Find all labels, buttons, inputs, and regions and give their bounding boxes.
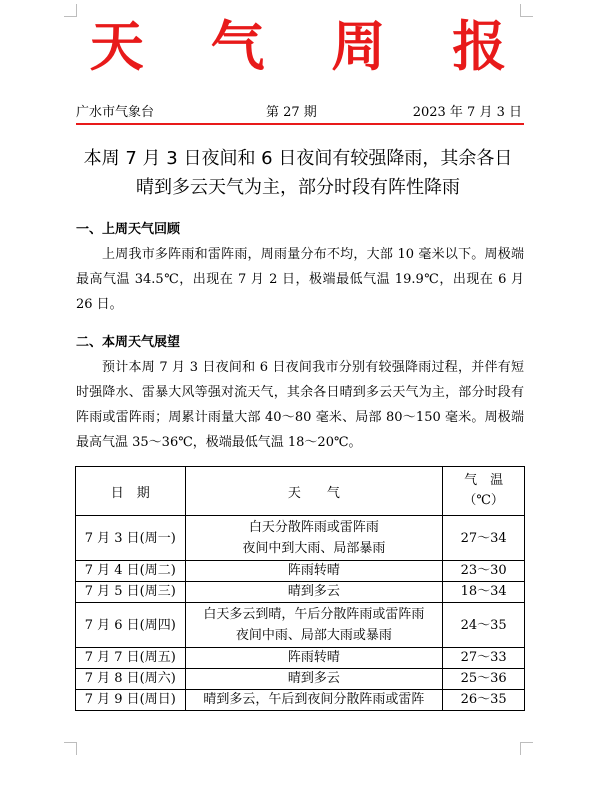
row-weather	[185, 516, 443, 561]
crop-mark-bottom-left	[64, 742, 77, 755]
header-weather: 天 气	[185, 467, 443, 516]
row-date: 7 月 5 日(周三)	[76, 582, 186, 603]
table-row	[76, 603, 525, 648]
row-date: 7 月 3 日(周一)	[76, 516, 186, 561]
row-weather-line: 白天多云到晴，午后分散阵雨或雷阵雨	[203, 607, 425, 622]
headline	[60, 144, 536, 202]
row-date: 7 月 6 日(周四)	[76, 603, 186, 648]
row-temp: 18～34	[443, 582, 525, 603]
header-temp-unit: （℃）	[463, 493, 504, 508]
report-title: 天 气 周 报	[89, 15, 531, 78]
row-weather	[185, 603, 443, 648]
row-temp: 26～35	[443, 690, 525, 711]
report-meta	[76, 104, 522, 122]
headline-line-1: 本周 7 月 3 日夜间和 6 日夜间有较强降雨，其余各日	[83, 148, 513, 169]
row-weather: 晴到多云，午后到夜间分散阵雨或雷阵	[185, 690, 443, 711]
table-row	[76, 648, 525, 669]
issuer: 广水市气象台	[76, 105, 155, 120]
table-row	[76, 582, 525, 603]
row-temp: 23～30	[443, 561, 525, 582]
crop-mark-bottom-right	[520, 742, 533, 755]
red-divider	[76, 123, 524, 125]
row-weather: 晴到多云	[185, 582, 443, 603]
row-temp: 27～33	[443, 648, 525, 669]
headline-line-2: 晴到多云天气为主，部分时段有阵性降雨	[136, 177, 460, 198]
header-temp-label: 气 温	[464, 473, 504, 488]
row-date: 7 月 4 日(周二)	[76, 561, 186, 582]
section-2-text: 预计本周 7 月 3 日夜间和 6 日夜间我市分别有较强降雨过程，并伴有短时强降水、雷暴大风等强对流天气，其余各日晴到多云天气为主，部分时段有阵雨或雷阵雨；周累计雨量大部 40～80 毫米、局部 80～150 毫米。周极端最高气温 35～36℃，极端最低气温 18～20℃。	[76, 360, 524, 450]
section-1-title: 一、上周天气回顾	[76, 222, 181, 237]
row-temp: 27～34	[443, 516, 525, 561]
row-date: 7 月 7 日(周五)	[76, 648, 186, 669]
issue-date: 2023 年 7 月 3 日	[412, 105, 522, 120]
header-temp	[443, 467, 525, 516]
issue-number: 第 27 期	[266, 105, 317, 120]
row-weather: 阵雨转晴	[185, 648, 443, 669]
row-temp: 25～36	[443, 669, 525, 690]
row-weather-line: 夜间中雨、局部大雨或暴雨	[235, 628, 392, 643]
table-header-row	[76, 467, 525, 516]
row-weather: 晴到多云	[185, 669, 443, 690]
forecast-table	[75, 466, 525, 711]
row-weather-line: 白天分散阵雨或雷阵雨	[248, 520, 379, 535]
row-temp: 24～35	[443, 603, 525, 648]
header-date: 日 期	[76, 467, 186, 516]
table-row	[76, 690, 525, 711]
table-row	[76, 669, 525, 690]
section-2-title: 二、本周天气展望	[76, 335, 181, 350]
row-date: 7 月 8 日(周六)	[76, 669, 186, 690]
table-row	[76, 516, 525, 561]
row-weather-line: 夜间中到大雨、局部暴雨	[242, 541, 386, 556]
section-1-text: 上周我市多阵雨和雷阵雨，周雨量分布不均，大部 10 毫米以下。周极端最高气温 34.5℃，出现在 7 月 2 日，极端最低气温 19.9℃，出现在 6 月 26 日。	[76, 247, 524, 312]
row-date: 7 月 9 日(周日)	[76, 690, 186, 711]
table-row	[76, 561, 525, 582]
row-weather: 阵雨转晴	[185, 561, 443, 582]
